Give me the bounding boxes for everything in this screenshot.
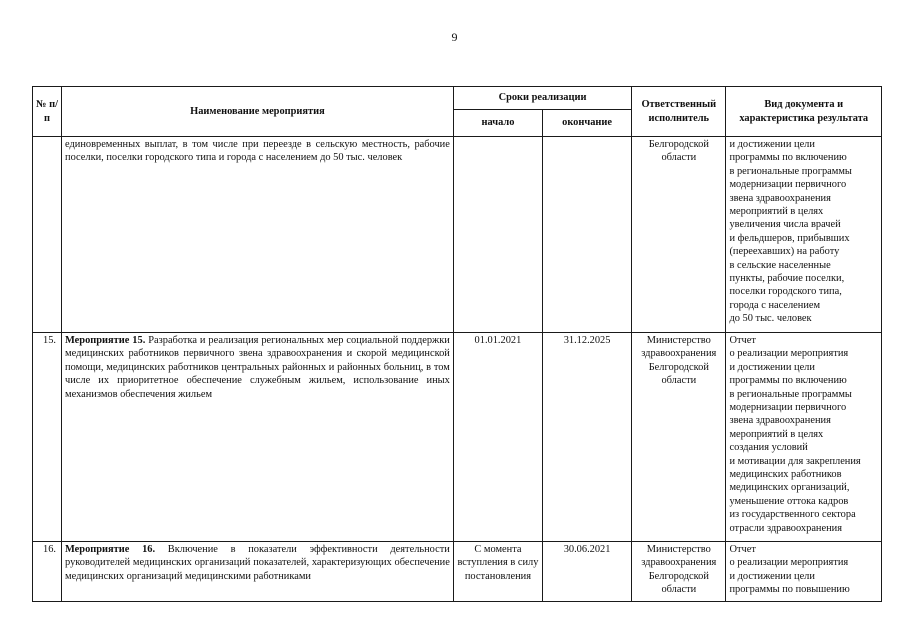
document-line: отрасли здравоохранения	[729, 522, 843, 534]
document-line: в региональные программы	[729, 165, 852, 177]
document-line: до 50 тыс. человек	[729, 313, 812, 325]
document-line: звена здравоохранения	[729, 415, 831, 427]
activity-text: единовременных выплат, в том числе при переезде в сельскую местность, рабочие поселки, поселки городского типа и города с населением до 50 тыс. человек	[65, 139, 450, 164]
row-document	[726, 137, 882, 333]
row-end	[543, 137, 632, 333]
row-activity	[62, 137, 454, 333]
document-line: (переехавших) на работу	[729, 246, 840, 258]
document-line: программы по включению	[729, 152, 847, 164]
table-row	[33, 137, 882, 333]
row-responsible: Белгородской области	[632, 137, 726, 333]
document-line: города с населением	[729, 299, 821, 311]
activity-text: Включение в показатели эффективности деятельности руководителей медицинских организаций показателей, характеризующих обеспечение медицинских организаций медицинскими работниками	[65, 544, 450, 582]
document-line: о реализации мероприятия	[729, 557, 849, 569]
document-line: звена здравоохранения	[729, 192, 831, 204]
document-line: создания условий	[729, 442, 808, 454]
document-line: и достижении цели	[729, 570, 815, 582]
row-end: 30.06.2021	[543, 542, 632, 602]
document-line: модернизации первичного	[729, 179, 847, 191]
row-start	[453, 137, 542, 333]
document-line: и мотивации для закрепления	[729, 455, 861, 467]
activity-text: Разработка и реализация региональных мер социальной поддержки медицинских работников первичного звена здравоохранения и скорой медицинской помощи, медицинских работников центральных районных и районных больниц, в том числе их приоритетное обеспечение служебным жильем, использование иных механизмов обеспечения жильем	[65, 335, 450, 400]
document-line: увеличения числа врачей	[729, 219, 841, 231]
table-row	[33, 542, 882, 602]
header-end: окончание	[543, 110, 632, 137]
document-line: из государственного сектора	[729, 509, 856, 521]
row-responsible: Министерство здравоохранения Белгородской области	[632, 333, 726, 542]
header-document: Вид документа и характеристика результата	[726, 87, 882, 137]
activity-title: Мероприятие 15.	[65, 335, 146, 346]
header-start: начало	[453, 110, 542, 137]
document-line: медицинских организаций,	[729, 482, 850, 494]
header-terms: Сроки реализации	[453, 87, 631, 110]
row-number: 16.	[33, 542, 62, 602]
row-document	[726, 333, 882, 542]
document-line: модернизации первичного	[729, 402, 847, 414]
document-line: медицинских работников	[729, 469, 842, 481]
document-line: и достижении цели	[729, 139, 815, 150]
row-responsible: Министерство здравоохранения Белгородской области	[632, 542, 726, 602]
document-line: программы по повышению	[729, 584, 850, 596]
activity-title: Мероприятие 16.	[65, 544, 156, 555]
row-start: 01.01.2021	[453, 333, 542, 542]
document-line: пункты, рабочие поселки,	[729, 273, 845, 285]
document-line: и фельдшеров, прибывших	[729, 232, 850, 244]
row-start: С момента вступления в силу постановления	[453, 542, 542, 602]
row-end: 31.12.2025	[543, 333, 632, 542]
document-line: мероприятий в целях	[729, 206, 824, 218]
document-line: о реализации мероприятия	[729, 348, 849, 360]
row-activity	[62, 542, 454, 602]
activities-table	[32, 86, 882, 602]
row-number	[33, 137, 62, 333]
document-line: уменьшение оттока кадров	[729, 495, 849, 507]
document-line: мероприятий в целях	[729, 428, 824, 440]
document-line: программы по включению	[729, 375, 847, 387]
table-row	[33, 333, 882, 542]
document-line: и достижении цели	[729, 361, 815, 373]
document-line: Отчет	[729, 335, 756, 346]
page-number: 9	[451, 30, 458, 44]
document-line: поселки городского типа,	[729, 286, 842, 298]
header-num: № п/п	[33, 87, 62, 137]
document-line: Отчет	[729, 544, 756, 555]
row-activity	[62, 333, 454, 542]
document-line: в сельские населенные	[729, 259, 831, 271]
row-number: 15.	[33, 333, 62, 542]
row-document	[726, 542, 882, 602]
document-line: в региональные программы	[729, 388, 852, 400]
header-name: Наименование мероприятия	[62, 87, 454, 137]
header-responsible: Ответственный исполнитель	[632, 87, 726, 137]
